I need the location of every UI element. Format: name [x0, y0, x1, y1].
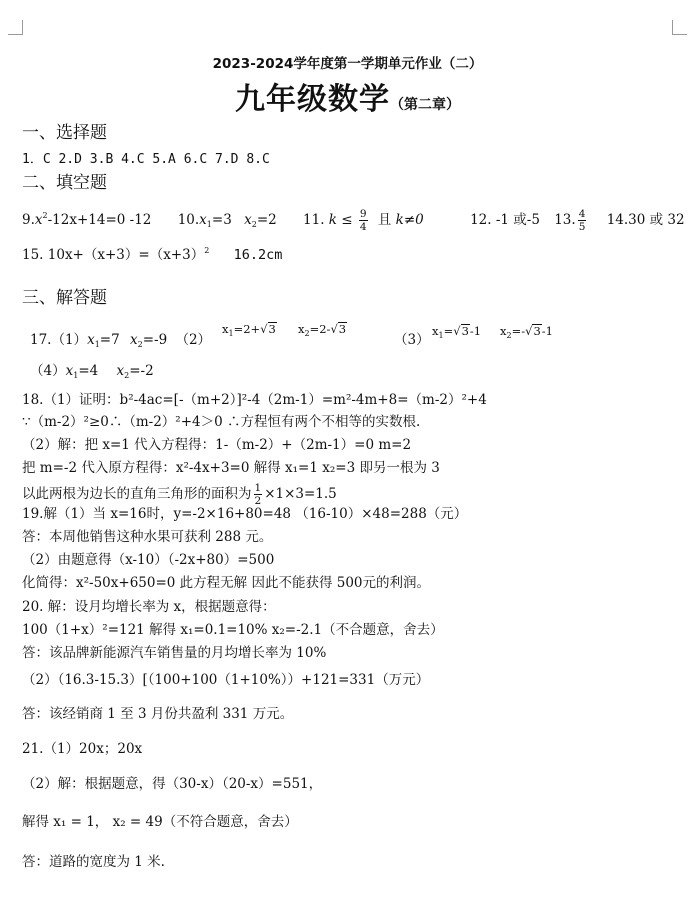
q17-x2-val: =-9	[142, 332, 168, 348]
fill-answers-line-2	[22, 242, 282, 264]
q17-part3-root1: $x_1=√3-1$	[432, 324, 482, 340]
sqrt-symbol: √	[330, 322, 338, 336]
q18-line-2: ∵（m-2）²≥0∴（m-2）²+4＞0 ∴方程恒有两个不相等的实数根.	[22, 414, 421, 430]
sqrt-symbol: √	[453, 324, 461, 338]
q15-exp: 2	[204, 246, 210, 255]
q9-rest: -12x+14=0 -12	[47, 212, 152, 228]
q17-d-x2-sub: 2	[124, 371, 130, 380]
q20-line-4: （2）（16.3-15.3）[（100+100（1+10%））+121=331（万元）	[22, 672, 430, 688]
q11-label: 11.	[303, 212, 325, 228]
q17-x1-sub: 1	[94, 340, 100, 349]
q17-root1-pre: =2+	[233, 322, 261, 336]
subject-title: 九年级数学	[235, 82, 390, 117]
q21-line-3: 解得 x₁ = 1， x₂ = 49（不符合题意，舍去）	[22, 814, 298, 830]
section-heading-solve: 三、解答题	[22, 288, 107, 308]
q18-numerator: 1	[254, 482, 262, 494]
document-title-line: 2023-2024学年度第一学期单元作业（二）	[212, 56, 483, 72]
q17-part2-root1: $x_1=2+√3$	[222, 322, 276, 338]
q17-x1-val: =7	[99, 332, 120, 348]
choice-answers: 1．C 2.D 3.B 4.C 5.A 6.C 7.D 8.C	[22, 152, 270, 167]
section-heading-choice: 一、选择题	[22, 123, 107, 143]
q17-part1-label: 17.（1）	[30, 332, 88, 348]
q20-line-5: 答：该经销商 1 至 3 月份共盈利 331 万元。	[22, 706, 294, 722]
q19-line-1: 19.解（1）当 x=16时，y=-2×16+80=48 （16-10）×48=288（元）	[22, 506, 468, 522]
crop-mark-top-left	[8, 20, 23, 35]
q21-line-4: 答：道路的宽度为 1 米.	[22, 854, 165, 870]
q17-d-x1-val: =4	[78, 363, 99, 379]
q17-root2-radicand: 3	[338, 322, 347, 336]
section-heading-fill: 二、填空题	[22, 173, 107, 193]
q20-line-1: 20. 解：设月均增长率为 x，根据题意得：	[22, 599, 276, 615]
sqrt-symbol: √	[525, 324, 533, 338]
q16-answer: 16.2cm	[233, 247, 283, 263]
q18-line-5	[22, 482, 337, 507]
q20-line-2: 100（1+x）²=121 解得 x₁=0.1=10% x₂=-2.1（不合题意，舍去）	[22, 622, 444, 638]
q18-denominator: 2	[254, 495, 262, 507]
q11-condition: k≠0	[395, 212, 424, 228]
q18-area-text: 以此两根为边长的直角三角形的面积为	[22, 486, 252, 502]
q17-part3-root2-radicand: 3	[533, 324, 541, 338]
q20-line-3: 答：该品牌新能源汽车销售量的月均增长率为 10%	[22, 645, 327, 661]
q17-d-x1-var: x	[65, 363, 74, 379]
q14-answer: 14.30 或 32	[606, 212, 685, 228]
q21-line-2: （2）解：根据题意，得（30-x）（20-x）=551，	[22, 776, 323, 792]
q17-part3-root1-radicand: 3	[461, 324, 469, 338]
q17-part3-root1-post: -1	[469, 324, 482, 338]
q13-denominator: 5	[578, 221, 586, 233]
q10-sub1: 1	[206, 220, 212, 229]
q11-denominator: 4	[359, 221, 367, 233]
q13-fraction	[578, 208, 587, 233]
q10-label: 10.	[177, 212, 200, 228]
q17-root2-pre: =2-	[309, 322, 331, 336]
q17-line-1	[30, 331, 211, 354]
q12-answer: 12. -1 或-5	[470, 212, 540, 228]
q17-d-x2-var: x	[116, 363, 125, 379]
sqrt-symbol: √	[260, 322, 268, 336]
q17-part2-root2: $x_2=2-√3$	[298, 322, 347, 338]
q10-var1: x	[199, 212, 207, 228]
q17-x1-var: x	[87, 332, 95, 348]
q17-d-x2-val: =-2	[129, 363, 154, 379]
q17-part3-root2-post: -1	[541, 324, 553, 338]
q11-and: 且	[377, 212, 392, 228]
document-subject-title	[0, 74, 695, 118]
fill-answers-line-1	[22, 207, 685, 234]
q18-line-3: （2）解：把 x=1 代入方程得：1-（m-2）+（2m-1）=0 m=2	[22, 437, 412, 453]
q13-numerator: 4	[578, 208, 586, 220]
q10-eq2: =2	[256, 212, 277, 228]
q17-part3-root2-pre: =-	[511, 324, 526, 338]
q11-k: k	[328, 212, 337, 228]
q17-x2-var: x	[129, 332, 138, 348]
q10-var2: x	[244, 212, 252, 228]
q17-root1-radicand: 3	[268, 322, 276, 336]
q9-exp: 2	[42, 211, 48, 220]
q17-part3-label: （3）	[394, 332, 430, 348]
chapter-label: （第二章）	[390, 97, 460, 113]
q9-var: x	[34, 212, 43, 228]
q11-fraction	[359, 208, 368, 233]
q9-label: 9.	[22, 212, 35, 228]
q18-line-1: 18.（1）证明：b²-4ac=[-（m+2）]²-4（2m-1）=m²-4m+8=（m-2）²+4	[22, 392, 487, 408]
q18-fraction	[254, 482, 263, 507]
q17-line-2	[30, 362, 154, 385]
q17-part2-label: （2）	[175, 332, 212, 348]
q19-line-2: 答：本周他销售这种水果可获利 288 元。	[22, 529, 273, 545]
q10-sub2: 2	[251, 220, 257, 229]
q21-line-1: 21.（1）20x；20x	[22, 741, 143, 757]
q19-line-4: 化简得：x²-50x+650=0 此方程无解 因此不能获得 500元的利润。	[22, 575, 430, 591]
q17-part3-root2: $x_2=-√3-1$	[500, 324, 553, 340]
q19-line-3: （2）由题意得（x-10）（-2x+80）=500	[22, 552, 275, 568]
q13-label: 13.	[554, 212, 576, 228]
q10-eq1: =3	[211, 212, 232, 228]
q17-x2-sub: 2	[137, 340, 143, 349]
q18-area-result: ×1×3=1.5	[264, 486, 337, 502]
q17-part4-label: （4）	[30, 363, 66, 379]
q15-answer: 15. 10x+（x+3）=（x+3）	[22, 247, 205, 263]
q11-le: ≤	[336, 212, 357, 228]
q18-line-4: 把 m=-2 代入原方程得：x²-4x+3=0 解得 x₁=1 x₂=3 即另一根为 3	[22, 460, 440, 476]
q11-numerator: 9	[359, 208, 367, 220]
q17-d-x1-sub: 1	[73, 371, 79, 380]
crop-mark-top-right	[672, 20, 687, 35]
